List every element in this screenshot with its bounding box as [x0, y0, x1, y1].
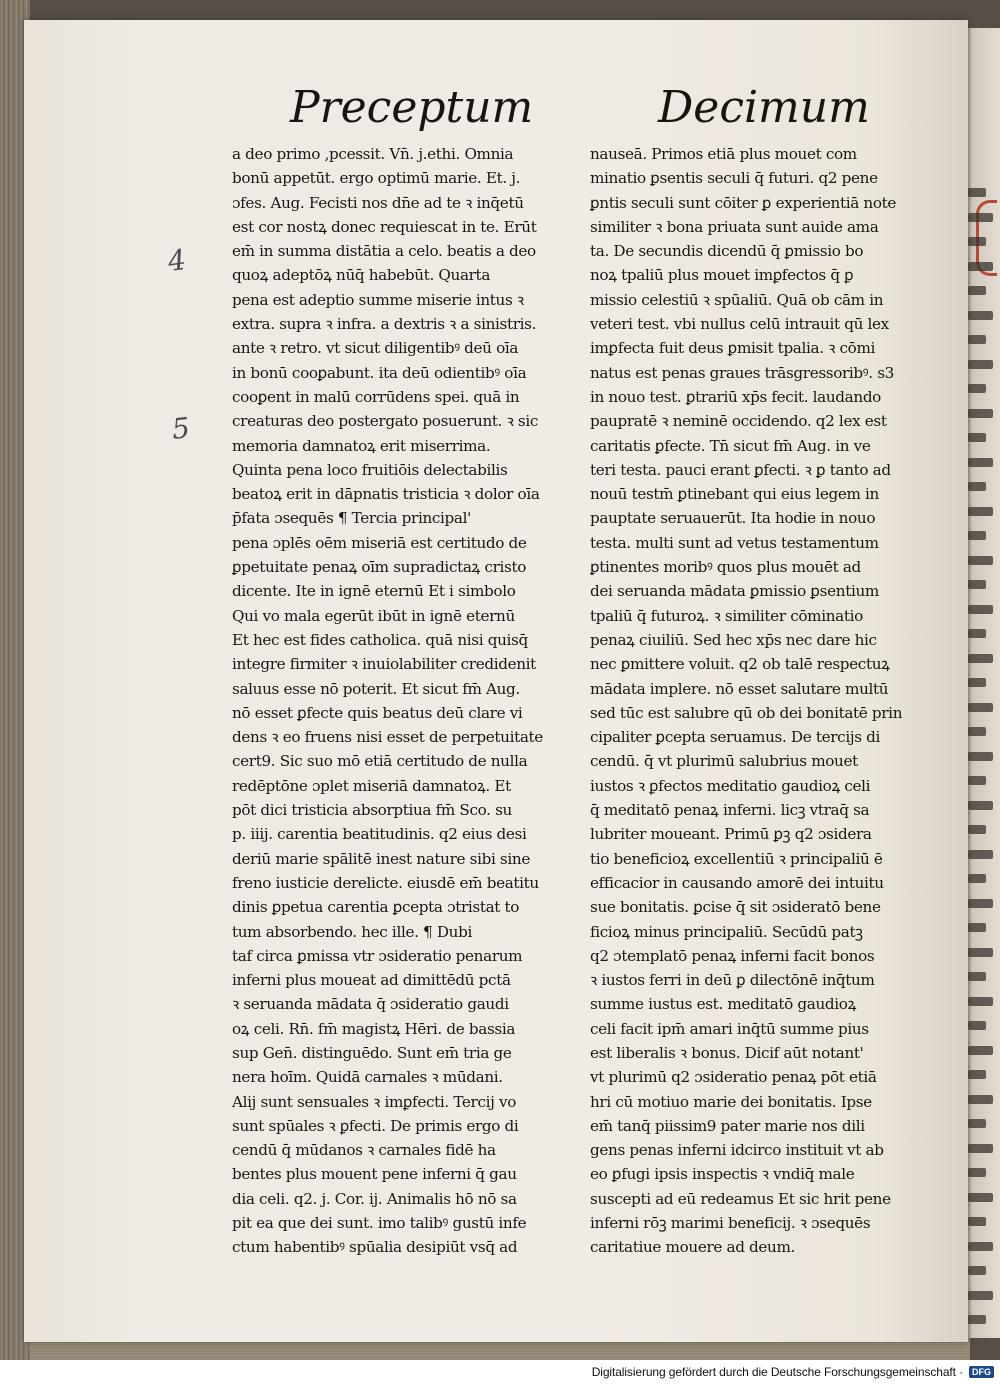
next-page-text-line — [968, 654, 993, 663]
running-head-left: Preceptum — [290, 82, 534, 133]
text-line: teri testa. pauci erant ꝑfecti. ꝛ ꝑ tanto ad — [590, 460, 891, 479]
text-line: dia celi. q2. j. Cor. ij. Animalis hō nō sa — [232, 1189, 517, 1208]
text-line: tpaliū q̄ futuroꝝ. ꝛ similiter cōminatio — [590, 606, 863, 625]
dfg-logo: DFG — [969, 1366, 994, 1378]
next-page-text-line — [968, 678, 986, 687]
text-line: pena est adeptio summe miserie intus ꝛ — [232, 290, 524, 309]
text-line: sunt spūales ꝛ ꝑfecti. De primis ergo di — [232, 1116, 519, 1135]
next-page-text-line — [968, 801, 993, 810]
text-line: dicente. Ite in ignē eternū Et i simbolo — [232, 582, 516, 601]
text-line: pauptate seruauerūt. Ita hodie in nouo — [590, 509, 876, 528]
next-page-text-line — [968, 458, 993, 467]
text-line: bentes plus mouent pene inferni q̄ gau — [232, 1165, 517, 1184]
text-line: in nouo test. ꝑtrariū xp̄s fecit. laudando — [590, 387, 881, 406]
text-line: iustos ꝛ ꝑfectos meditatio gaudioꝝ celi — [590, 776, 871, 795]
text-line: similiter ꝛ bona priuata sunt auide ama — [590, 217, 879, 236]
next-page-text-line — [968, 286, 986, 295]
text-line: cendū q̄ mūdanos ꝛ carnales fidē ha — [232, 1141, 496, 1160]
next-page-text-line — [968, 1119, 986, 1128]
text-line: pit ea que dei sunt. imo talibꝰ gustū infe — [232, 1214, 527, 1233]
text-line: Quinta pena loco fruitiōis delectabilis — [232, 460, 508, 479]
text-line: celi facit ipm̄ amari inq̄tū summe pius — [590, 1019, 869, 1038]
text-line: quoꝝ adeptōꝝ nūq̄ habebūt. Quarta — [232, 266, 491, 285]
next-page-text-line — [968, 899, 993, 908]
text-line: nera hoīm. Quidā carnales ꝛ mūdani. — [232, 1068, 503, 1087]
next-page-text-line — [968, 752, 993, 761]
next-page-text-line — [968, 1144, 993, 1153]
text-line: ante ꝛ retro. vt sicut diligentibꝰ deū oīa — [232, 339, 519, 358]
text-line: creaturas deo postergato posuerunt. ꝛ sic — [232, 412, 539, 431]
next-page-text-line — [968, 605, 993, 614]
next-page-text-line — [968, 972, 986, 981]
next-page-text-line — [968, 1217, 986, 1226]
next-page-text-line — [968, 311, 993, 320]
text-line: pōt dici tristicia absorptiua fm̄ Sco. su — [232, 801, 512, 820]
text-line: deriū marie spālitē inest nature sibi sine — [232, 849, 530, 868]
next-page-text-line — [968, 262, 993, 271]
text-column-left — [232, 142, 544, 1260]
text-line: memoria damnatoꝝ erit miserrima. — [232, 436, 491, 455]
text-line: ꝑtinentes moribꝰ quos plus mouēt ad — [590, 558, 861, 577]
footer-bar — [0, 1360, 1000, 1384]
margin-note-4: 4 — [165, 242, 189, 279]
text-line: sue bonitatis. ꝑcise q̄ sit ɔsideratō bene — [590, 898, 881, 917]
text-line: ɔfes. Aug. Fecisti nos dn̄e ad te ꝛ inq̄etū — [232, 193, 524, 212]
running-head-right: Decimum — [658, 82, 870, 133]
text-line: beatoꝝ erit in dāpnatis tristicia ꝛ dolor oīa — [232, 485, 540, 504]
next-page-text-line — [968, 1070, 986, 1079]
text-line: nō esset ꝑfecte quis beatus deū clare vi — [232, 703, 523, 722]
next-page-text-line — [968, 433, 986, 442]
text-line: nauseā. Primos etiā plus mouet com — [590, 145, 857, 163]
text-line: efficacior in causando amorē dei intuitu — [590, 873, 884, 892]
text-line: ficioꝝ minus principaliū. Secūdū patꝫ — [590, 922, 863, 941]
next-page-text-line — [968, 556, 993, 565]
text-line: imꝑfecta fuit deus ꝑmisit tpalia. ꝛ cōmi — [590, 339, 876, 358]
text-line: ꝛ iustos ferri in deū ꝑ dilectōnē inq̄tum — [590, 971, 875, 990]
text-line: paupratē ꝛ neminē occidendo. q2 lex est — [590, 412, 887, 431]
next-page-text-line — [968, 360, 993, 369]
next-page-text-line — [968, 1046, 993, 1055]
text-line: tum absorbendo. hec ille. ¶ Dubi — [232, 922, 472, 941]
next-page-text-line — [968, 1021, 986, 1030]
text-line: ta. De secundis dicendū q̄ ꝑmissio bo — [590, 242, 864, 261]
text-line: saluus esse nō poterit. Et sicut fm̄ Aug. — [232, 679, 520, 698]
text-line: cendū. q̄ vt plurimū salubrius mouet — [590, 752, 858, 771]
text-line: integre firmiter ꝛ inuiolabiliter credidenit — [232, 655, 536, 674]
text-line: dens ꝛ eo fruens nisi esset de perpetuitate — [232, 728, 543, 747]
text-line: dei seruanda mādata ꝑmissio ꝑsentium — [590, 582, 879, 601]
text-line: a deo primo ,pcessit. Vn̄. j.ethi. Omnia — [232, 145, 514, 163]
text-line: cert9. Sic suo mō etiā certitudo de nulla — [232, 752, 528, 771]
text-line: mādata implere. nō esset salutare multū — [590, 679, 889, 698]
text-line: caritatiue mouere ad deum. — [590, 1238, 796, 1257]
next-page-text-line — [968, 482, 986, 491]
text-line: est cor nostꝝ donec requiescat in te. Erūt — [232, 217, 537, 236]
text-line: veteri test. vbi nullus celū intrauit qū lex — [590, 315, 889, 334]
text-line: q̄ meditatō penaꝝ inferni. licꝫ vtraq̄ sa — [590, 801, 870, 820]
next-page-text-line — [968, 874, 986, 883]
text-line: lubriter moueant. Primū ꝑꝫ q2 ɔsidera — [590, 825, 872, 844]
next-page-text-line — [968, 1242, 993, 1251]
text-line: suscepti ad eū redeamus Et sic hrit pene — [590, 1189, 891, 1208]
text-line: missio celestiū ꝛ spūaliū. Quā ob cām in — [590, 290, 884, 309]
text-line: taf circa ꝑmissa vtr ɔsideratio penarum — [232, 946, 523, 965]
text-line: extra. supra ꝛ infra. a dextris ꝛ a sinistris. — [232, 315, 537, 334]
next-page-text-line — [968, 237, 986, 246]
text-line: sed tūc est salubre qū ob dei bonitatē prin — [590, 703, 902, 722]
text-line: sup Gen̄. distinguēdo. Sunt em̄ tria ge — [232, 1043, 512, 1062]
next-page-text-line — [968, 384, 986, 393]
text-line: ꝛ seruanda mādata q̄ ɔsideratio gaudi — [232, 995, 509, 1014]
text-line: noꝝ tpaliū plus mouet imꝑfectos q̄ ꝑ — [590, 266, 854, 285]
text-column-right — [590, 142, 902, 1260]
text-line: Alij sunt sensuales ꝛ imꝑfecti. Tercij vo — [232, 1092, 516, 1111]
text-line: em̄ in summa distātia a celo. beatis a deo — [232, 242, 536, 261]
text-line: eo ꝑfugi ipsis inspectis ꝛ vndiq̄ male — [590, 1165, 855, 1184]
next-page-text-line — [968, 923, 986, 932]
text-line: in bonū cooꝑabunt. ita deū odientibꝰ oīa — [232, 363, 527, 382]
text-line: inferni plus moueat ad dimittēdū pctā — [232, 971, 511, 990]
text-line: Qui vo mala egerūt ibūt in ignē eternū — [232, 606, 515, 625]
text-line: q2 ɔtemplatō penaꝝ inferni facit bonos — [590, 946, 875, 965]
text-line: nec ꝑmittere voluit. q2 ob talē respectuꝝ — [590, 655, 890, 674]
next-page-text-line — [968, 335, 986, 344]
text-line: est liberalis ꝛ bonus. Dicif aūt notant' — [590, 1043, 864, 1062]
next-page-text-line — [968, 629, 986, 638]
text-line: testa. multi sunt ad vetus testamentum — [590, 533, 879, 552]
next-page-text-line — [968, 727, 986, 736]
text-line: oꝝ celi. Rn̄. fm̄ magistꝝ Hēri. de bassia — [232, 1019, 516, 1038]
next-page-text-line — [968, 1315, 986, 1324]
next-page-text-line — [968, 825, 986, 834]
text-line: penaꝝ ciuiliū. Sed hec xp̄s nec dare hic — [590, 630, 877, 649]
text-line: summe iustus est. meditatō gaudioꝝ — [590, 995, 857, 1014]
next-page-text-line — [968, 1095, 993, 1104]
text-line: ꝑpetuitate penaꝝ oīm supradictaꝝ cristo — [232, 558, 527, 577]
margin-note-5: 5 — [170, 411, 192, 446]
next-page-text-line — [968, 1193, 993, 1202]
funding-notice: Digitalisierung gefördert durch die Deutsche Forschungsgemeinschaft · — [591, 1365, 963, 1379]
text-line: dinis ꝑpetua carentia ꝑcepta ɔtristat to — [232, 898, 520, 917]
text-line: freno iusticie derelicte. eiusdē em̄ beatitu — [232, 873, 539, 892]
text-line: redēptōne ɔplet miseriā damnatoꝝ. Et — [232, 776, 511, 795]
next-page-text-line — [968, 531, 986, 540]
next-page-text-line — [968, 948, 993, 957]
text-line: bonū appetūt. ergo optimū marie. Et. j. — [232, 169, 521, 188]
text-line: pena ɔplēs oēm miseriā est certitudo de — [232, 533, 527, 552]
text-line: ctum habentibꝰ spūalia desipiūt vsq̄ ad — [232, 1238, 518, 1257]
next-page-text-line — [968, 213, 993, 222]
next-page-text-line — [968, 507, 993, 516]
next-page-text-line — [968, 997, 993, 1006]
next-page-text-line — [968, 776, 986, 785]
text-line: cooꝑent in malū corrūdens spei. quā in — [232, 387, 520, 406]
text-line: gens penas inferni idcirco instituit vt ab — [590, 1141, 884, 1160]
text-line: cipaliter ꝑcepta seruamus. De tercijs di — [590, 728, 881, 747]
text-line: p. iiij. carentia beatitudinis. q2 eius desi — [232, 825, 527, 844]
next-page-text-line — [968, 409, 993, 418]
text-line: vt plurimū q2 ɔsideratio penaꝝ pōt etiā — [590, 1068, 877, 1087]
next-page-text-line — [968, 1291, 993, 1300]
next-page-text-line — [968, 580, 986, 589]
next-page-text-line — [968, 1266, 986, 1275]
text-line: nouū testm̄ ꝑtinebant qui eius legem in — [590, 485, 879, 504]
text-line: ꝑntis seculi sunt cōiter ꝑ experientiā note — [590, 193, 897, 212]
text-line: inferni rōꝫ marimi beneficij. ꝛ ɔsequēs — [590, 1214, 871, 1233]
text-line: minatio ꝑsentis seculi q̄ futuri. q2 pene — [590, 169, 878, 188]
text-line: caritatis ꝑfecte. Tn̄ sicut fm̄ Aug. in ve — [590, 436, 871, 455]
text-line: p̄fata ɔsequēs ¶ Tercia principal' — [232, 509, 471, 528]
text-line: hri cū motiuo marie dei bonitatis. Ipse — [590, 1092, 872, 1111]
next-page-text-line — [968, 703, 993, 712]
text-line: natus est penas graues trāsgressoribꝰ. s3 — [590, 363, 894, 382]
text-line: em̄ tanq̄ piissim9 pater marie nos dili — [590, 1116, 865, 1135]
next-page-text-line — [968, 1168, 986, 1177]
next-page-text-line — [968, 850, 993, 859]
text-line: Et hec est fides catholica. quā nisi quisq̄ — [232, 630, 528, 649]
text-line: tio beneficioꝝ excellentiū ꝛ principaliū ē — [590, 849, 883, 868]
next-page-text-line — [968, 188, 986, 197]
